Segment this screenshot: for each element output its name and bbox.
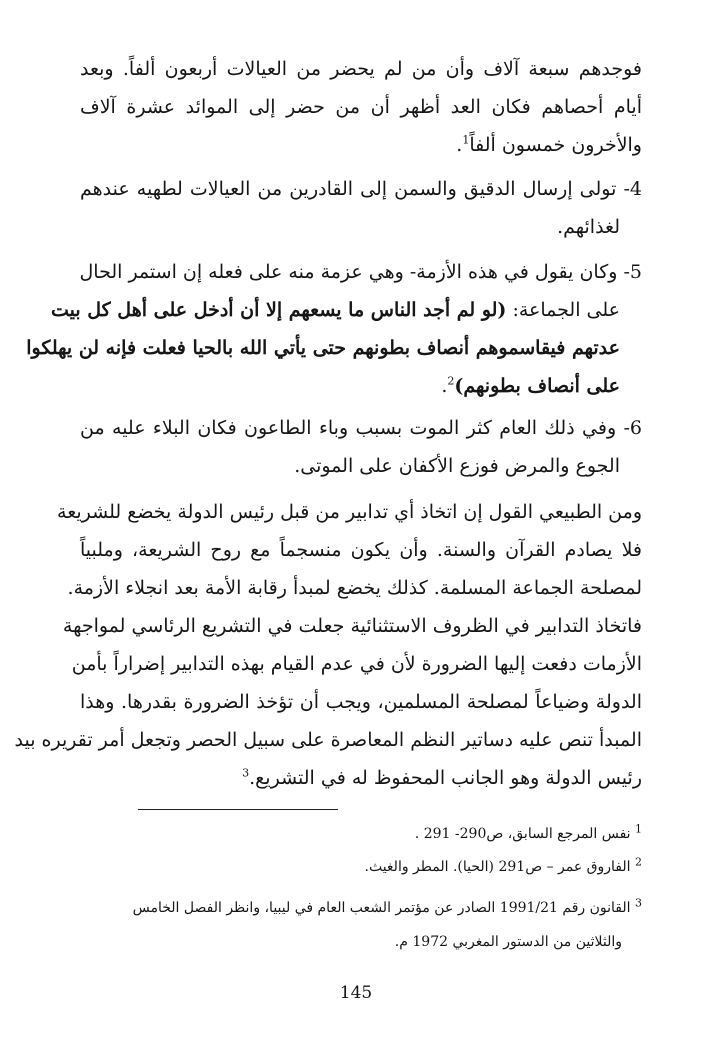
footnote-3: $^3$ القانون رقم 1991/21 الصادر عن مؤتمر الشعب العام في ليبيا، وانظر الفصل الخامس xyxy=(132,896,642,916)
text-line: 5- وكان يقول في هذه الأزمة- وهي عزمة منه على فعله إن استمر الحال xyxy=(79,261,642,283)
footnote-1: $^1$ نفس المرجع السابق، ص290- 291 . xyxy=(414,822,642,842)
text-line: لمصلحة الجماعة المسلمة. كذلك يخضع لمبدأ رقابة الأمة بعد انجلاء الأزمة. xyxy=(67,577,642,599)
text-line: على الجماعة: (لو لم أجد الناس ما يسعهم إلا أن أدخل على أهل كل بيت xyxy=(50,299,620,321)
list-item-4 xyxy=(80,170,642,246)
footnote-ref: 2 xyxy=(447,374,455,388)
text-line: ومن الطبيعي القول إن اتخاذ أي تدابير من قبل رئيس الدولة يخضع للشريعة xyxy=(57,501,642,523)
text-line: الأزمات دفعت إليها الضرورة لأن في عدم القيام بهذه التدابير إضراراً بأمن xyxy=(71,653,642,675)
footnote-divider xyxy=(138,809,338,810)
text-line: أيام أحصاهم فكان العد أظهر أن من حضر إلى الموائد عشرة آلاف xyxy=(80,96,642,118)
text-line: فاتخاذ التدابير في الظروف الاستثنائية جعلت في التشريع الرئاسي لمواجهة xyxy=(62,615,642,637)
text-line: على أنصاف بطونهم)$^2$. xyxy=(441,374,620,397)
text-line: فلا يصادم القرآن والسنة. وأن يكون منسجماً مع روح الشريعة، وملبياً xyxy=(80,539,642,561)
footnote-ref: 3 xyxy=(242,766,250,780)
text-line: المبدأ تنص عليه دساتير النظم المعاصرة على سبيل الحصر وتجعل أمر تقريره بيد xyxy=(14,729,642,751)
text-line: الجوع والمرض فوزع الأكفان على الموتى. xyxy=(294,455,620,477)
main-paragraph xyxy=(14,493,642,797)
footnote-3-continued: والثلاثين من الدستور المغربي 1972 م. xyxy=(394,934,622,950)
intro-paragraph xyxy=(80,50,642,164)
text-line: 4- تولى إرسال الدقيق والسمن إلى القادرين من العيالات لطهيه عندهم xyxy=(80,178,642,200)
text-line: عدتهم فيقاسموهم أنصاف بطونهم حتى يأتي الله بالحيا فعلت فإنه لن يهلكوا xyxy=(26,337,620,359)
list-item-5 xyxy=(26,253,642,405)
text-line: فوجدهم سبعة آلاف وأن من لم يحضر من العيالات أربعون ألفاً. وبعد xyxy=(80,58,642,80)
text-line: الدولة وضياعاً لمصلحة المسلمين، ويجب أن تؤخذ الضرورة بقدرها. وهذا xyxy=(80,691,642,713)
footnote-ref: 1 xyxy=(462,133,470,147)
text-line: لغذائهم. xyxy=(557,216,620,238)
footnote-2: $^2$ الفاروق عمر – ص291 (الحيا). المطر والغيث. xyxy=(364,855,642,875)
text-line: والأخرون خمسون ألفاً$^1$. xyxy=(456,133,642,156)
list-item-6 xyxy=(80,409,642,485)
page-number: 145 xyxy=(339,983,373,1003)
text-line: رئيس الدولة وهو الجانب المحفوظ له في التشريع.$^3$ xyxy=(242,766,642,789)
text-line: 6- وفي ذلك العام كثر الموت بسبب وباء الطاعون فكان البلاء عليه من xyxy=(80,417,642,439)
